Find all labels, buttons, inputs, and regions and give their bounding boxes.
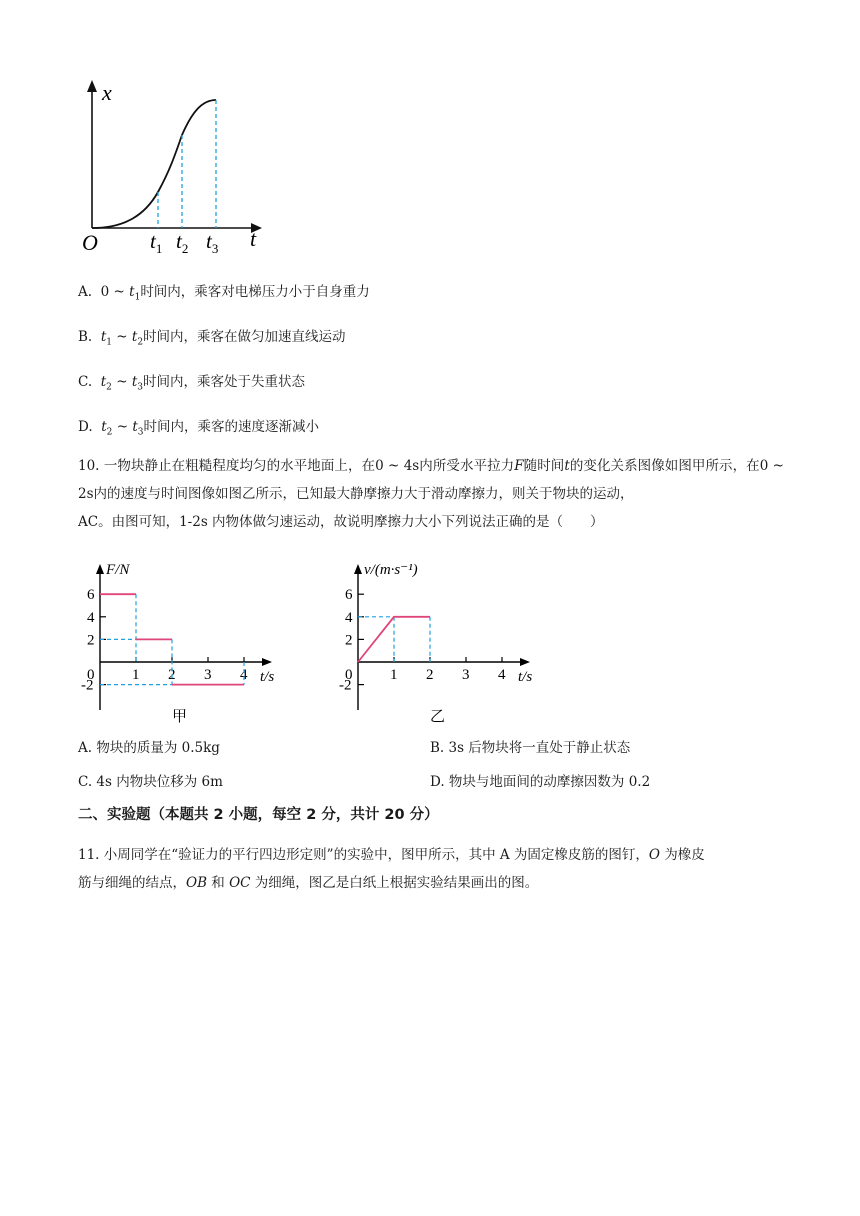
y-tick-label: -2 xyxy=(339,677,352,694)
x-tick-label: 4 xyxy=(498,667,506,683)
x-axis-label: x xyxy=(102,80,112,105)
q10-option-d[interactable]: D. 物块与地面间的动摩擦因数为 0.2 xyxy=(430,774,651,790)
x-tick-label: 4 xyxy=(240,667,248,683)
q9-option-b[interactable]: B. $t_1$ ~ $t_2$时间内，乘客在做匀加速直线运动 xyxy=(78,329,346,348)
q10-option-c[interactable]: C. 4s 内物块位移为 6m xyxy=(78,774,223,790)
y-tick-label: 4 xyxy=(345,609,353,626)
y-tick-label: 4 xyxy=(87,609,95,626)
chart-caption: 甲 xyxy=(172,709,188,725)
t1-label: $t_1$ xyxy=(150,229,163,256)
q9-option-a[interactable]: A. 0 ~ $t_1$时间内，乘客对电梯压力小于自身重力 xyxy=(78,284,370,303)
t-axis-label: t xyxy=(250,226,257,251)
x-axis-label: t/s xyxy=(518,669,533,685)
x-tick-label: 3 xyxy=(204,667,212,683)
x-tick-label: 0 xyxy=(345,667,353,683)
x-tick-label: 1 xyxy=(132,667,140,683)
question-10-stem: 10. 一物块静止在粗糙程度均匀的水平地面上，在0 ~ 4s内所受水平拉力F随时间t的变化关系图像如图甲所示，在0 ~ 2s内的速度与时间图像如图乙所示，已知最大静摩擦力大于滑动摩擦力，则关于物块的运动， AC。由图可知，1-2s 内物体做匀速运动，故说明摩擦力大小下列说法正确的是（ ） xyxy=(78,458,784,530)
y-tick-label: 2 xyxy=(87,632,95,649)
x-axis-label: t/s xyxy=(260,669,275,685)
y-tick-label: -2 xyxy=(81,677,94,694)
x-axis-arrow xyxy=(262,658,272,666)
velocity-time-chart xyxy=(328,556,558,726)
x-tick-label: 1 xyxy=(390,667,398,683)
x-tick-label: 2 xyxy=(426,667,434,683)
y-axis-label: v/(m·s⁻¹) xyxy=(364,562,418,578)
y-tick-label: 2 xyxy=(345,632,353,649)
x-tick-label: 3 xyxy=(462,667,470,683)
q10-option-a[interactable]: A. 物块的质量为 0.5kg xyxy=(78,740,220,756)
t2-label: $t_2$ xyxy=(176,229,189,256)
section-title: 二、实验题（本题共 2 小题，每空 2 分，共计 20 分） xyxy=(78,807,439,823)
x-axis-arrow xyxy=(520,658,530,666)
q9-option-c[interactable]: C. $t_2$ ~ $t_3$时间内，乘客处于失重状态 xyxy=(78,374,305,393)
chart-caption: 乙 xyxy=(430,709,446,725)
x-axis-arrow xyxy=(87,80,97,92)
x-tick-label: 2 xyxy=(168,667,176,683)
y-axis-arrow xyxy=(354,564,362,574)
origin-label: O xyxy=(82,230,98,255)
displacement-curve xyxy=(92,100,216,228)
y-tick-label: 6 xyxy=(87,587,95,604)
y-tick-label: 6 xyxy=(345,587,353,604)
q10-option-b[interactable]: B. 3s 后物块将一直处于静止状态 xyxy=(430,740,631,756)
q9-option-d[interactable]: D. $t_2$ ~ $t_3$时间内，乘客的速度逐渐减小 xyxy=(78,419,319,438)
t3-label: $t_3$ xyxy=(206,229,219,256)
force-time-chart xyxy=(70,556,300,726)
y-axis-label: F/N xyxy=(106,562,130,578)
xt-graph xyxy=(70,70,290,260)
x-tick-label: 0 xyxy=(87,667,95,683)
y-axis-arrow xyxy=(96,564,104,574)
question-11-stem: 11. 小周同学在“验证力的平行四边形定则”的实验中，图甲所示，其中 A 为固定橡皮筋的图钉，O 为橡皮 筋与细绳的结点，OB 和 OC 为细绳，图乙是白纸上根据实验结果画出的图。 xyxy=(78,847,705,891)
